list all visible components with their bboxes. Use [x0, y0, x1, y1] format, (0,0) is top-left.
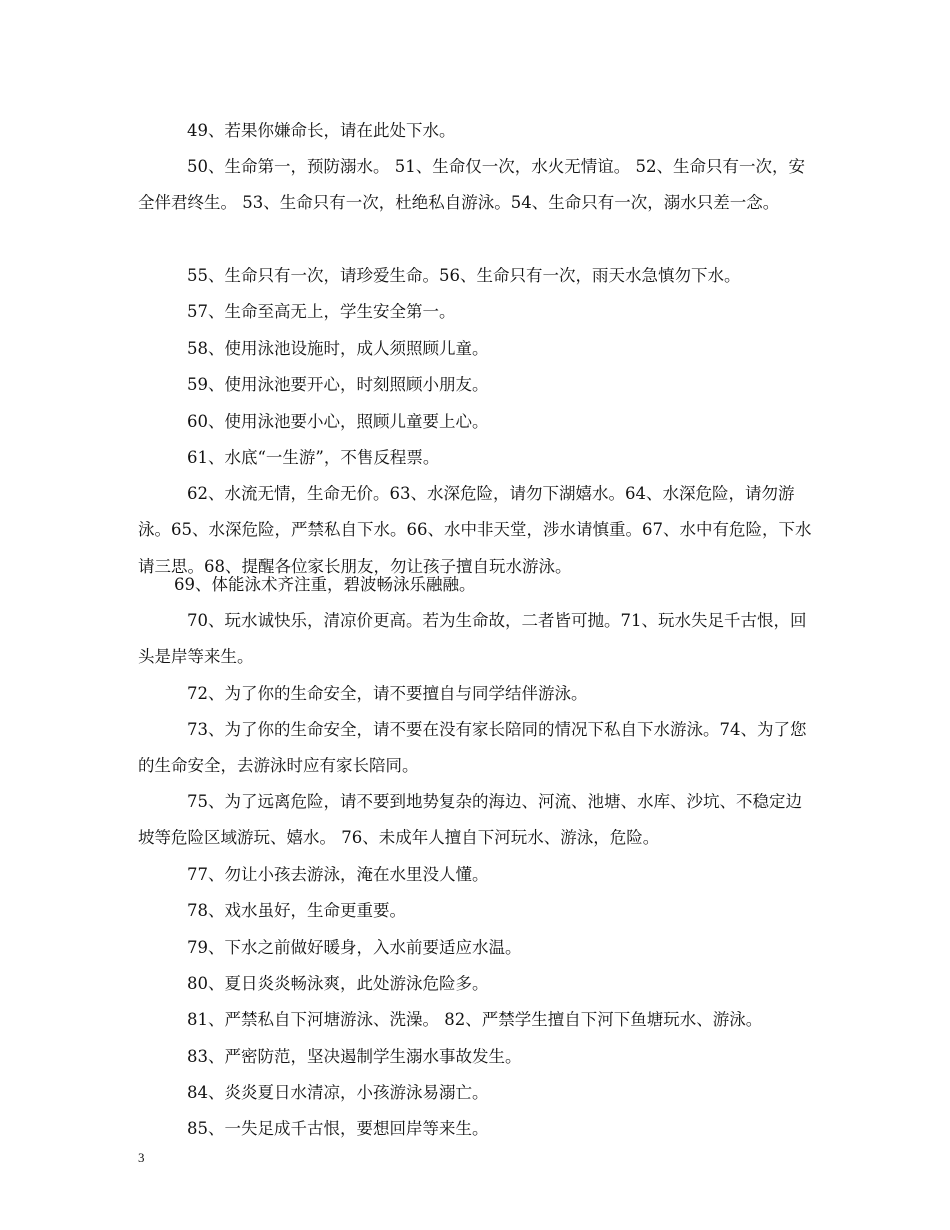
- paragraph-69: 69、体能泳术齐注重，碧波畅泳乐融融。: [174, 575, 476, 594]
- paragraph-84: 84、炎炎夏日水清凉，小孩游泳易溺亡。: [187, 1083, 489, 1102]
- paragraph-73-74: 73、为了你的生命安全，请不要在没有家长陪同的情况下私自下水游泳。74、为了您的生命安全，去游泳时应有家长陪同。: [138, 720, 807, 776]
- paragraph-49: 49、若果你嫌命长，请在此处下水。: [187, 121, 456, 140]
- paragraph-85: 85、一失足成千古恨，要想回岸等来生。: [187, 1119, 489, 1138]
- page-number: 3: [138, 1150, 145, 1165]
- paragraph-55-56: 55、生命只有一次，请珍爱生命。56、生命只有一次，雨天水急慎勿下水。: [187, 266, 741, 285]
- paragraph-50-54: 50、生命第一，预防溺水。 51、生命仅一次，水火无情谊。 52、生命只有一次，安全伴君终生。 53、生命只有一次，杜绝私自游泳。54、生命只有一次，溺水只差一念。: [138, 157, 805, 213]
- paragraph-61: 61、水底“一生游”，不售反程票。: [187, 448, 440, 467]
- paragraph-81-82: 81、严禁私自下河塘游泳、洗澡。 82、严禁学生擅自下河下鱼塘玩水、游泳。: [187, 1010, 763, 1029]
- paragraph-75-76: 75、为了远离危险，请不要到地势复杂的海边、河流、池塘、水库、沙坑、不稳定边坡等危险区域游玩、嬉水。 76、未成年人擅自下河玩水、游泳，危险。: [138, 792, 802, 848]
- paragraph-60: 60、使用泳池要小心，照顾儿童要上心。: [187, 412, 489, 431]
- paragraph-79: 79、下水之前做好暖身，入水前要适应水温。: [187, 938, 522, 957]
- paragraph-83: 83、严密防范，坚决遏制学生溺水事故发生。: [187, 1047, 522, 1066]
- paragraph-59: 59、使用泳池要开心，时刻照顾小朋友。: [187, 375, 489, 394]
- paragraph-70-71: 70、玩水诚快乐，清凉价更高。若为生命故，二者皆可抛。71、玩水失足千古恨，回头是岸等来生。: [138, 611, 807, 667]
- paragraph-62-68: 62、水流无情，生命无价。63、水深危险，请勿下湖嬉水。64、水深危险，请勿游泳。65、水深危险，严禁私自下水。66、水中非天堂，涉水请慎重。67、水中有危险，下水请三思。68、提醒各位家长朋友，勿让孩子擅自玩水游泳。: [138, 484, 812, 576]
- paragraph-57: 57、生命至高无上，学生安全第一。: [187, 302, 456, 321]
- paragraph-78: 78、戏水虽好，生命更重要。: [187, 901, 406, 920]
- paragraph-80: 80、夏日炎炎畅泳爽，此处游泳危险多。: [187, 974, 489, 993]
- paragraph-58: 58、使用泳池设施时，成人须照顾儿童。: [187, 339, 489, 358]
- paragraph-72: 72、为了你的生命安全，请不要擅自与同学结伴游泳。: [187, 684, 588, 703]
- paragraph-77: 77、勿让小孩去游泳，淹在水里没人懂。: [187, 865, 489, 884]
